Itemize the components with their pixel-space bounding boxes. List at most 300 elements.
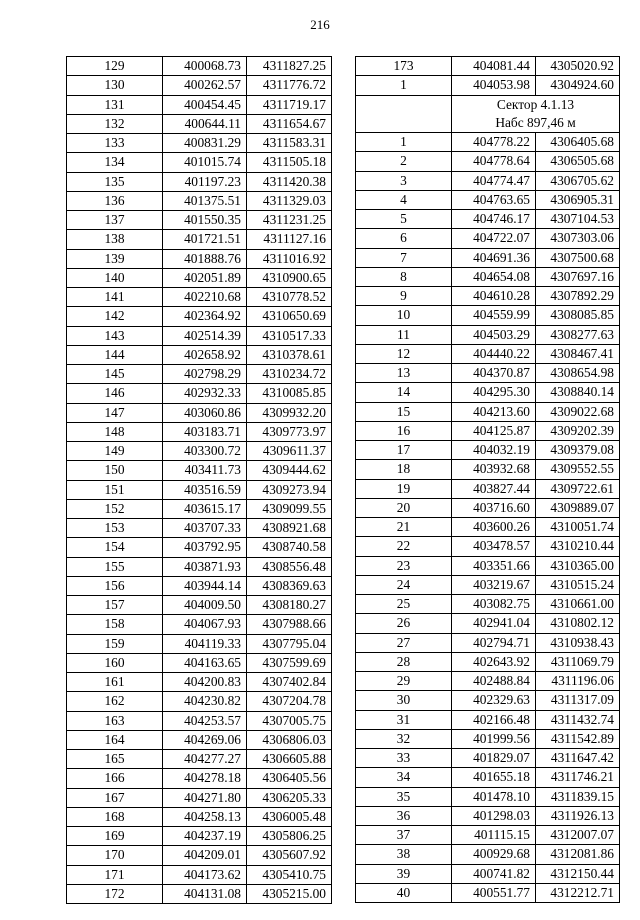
point-number: 142 [67,307,163,326]
point-number: 40 [356,883,452,902]
y-coordinate: 4304924.60 [536,76,620,95]
y-coordinate: 4311583.31 [247,134,332,153]
x-coordinate: 403716.60 [452,498,536,517]
table-row [356,479,620,498]
y-coordinate: 4309889.07 [536,498,620,517]
page-number: 216 [310,17,330,32]
y-coordinate: 4307402.84 [247,673,332,692]
point-number: 8 [356,267,452,286]
x-coordinate: 404237.19 [163,827,247,846]
x-coordinate: 404610.28 [452,287,536,306]
y-coordinate: 4311654.67 [247,114,332,133]
table-row [356,633,620,652]
x-coordinate: 403411.73 [163,461,247,480]
y-coordinate: 4308556.48 [247,557,332,576]
x-coordinate: 401888.76 [163,249,247,268]
y-coordinate: 4307500.68 [536,248,620,267]
coordinates-table-left [66,56,332,904]
x-coordinate: 404746.17 [452,210,536,229]
y-coordinate: 4306605.88 [247,750,332,769]
x-coordinate: 404277.27 [163,750,247,769]
x-coordinate: 404269.06 [163,730,247,749]
point-number: 171 [67,865,163,884]
table-row [67,95,332,114]
table-row [356,768,620,787]
table-row [67,326,332,345]
x-coordinate: 401298.03 [452,806,536,825]
point-number: 30 [356,691,452,710]
point-number: 21 [356,518,452,537]
table-row [356,383,620,402]
point-number: 168 [67,807,163,826]
table-row [356,556,620,575]
table-row [356,460,620,479]
point-number: 150 [67,461,163,480]
point-number: 16 [356,421,452,440]
table-row [67,76,332,95]
x-coordinate: 403932.68 [452,460,536,479]
y-coordinate: 4310802.12 [536,614,620,633]
point-number: 11 [356,325,452,344]
point-number: 172 [67,884,163,903]
y-coordinate: 4311746.21 [536,768,620,787]
table-row [356,210,620,229]
point-number: 165 [67,750,163,769]
x-coordinate: 404271.80 [163,788,247,807]
table-row [67,788,332,807]
table-row [67,711,332,730]
point-number: 157 [67,596,163,615]
x-coordinate: 404053.98 [452,76,536,95]
point-number: 10 [356,306,452,325]
x-coordinate: 404258.13 [163,807,247,826]
x-coordinate: 401721.51 [163,230,247,249]
x-coordinate: 402364.92 [163,307,247,326]
table-row [67,634,332,653]
point-number: 158 [67,615,163,634]
x-coordinate: 401478.10 [452,787,536,806]
y-coordinate: 4310234.72 [247,365,332,384]
y-coordinate: 4308921.68 [247,519,332,538]
x-coordinate: 402798.29 [163,365,247,384]
table-row [67,884,332,903]
y-coordinate: 4311317.09 [536,691,620,710]
y-coordinate: 4309273.94 [247,480,332,499]
table-row [356,845,620,864]
table-row [356,133,620,152]
table-row [356,190,620,209]
y-coordinate: 4310085.85 [247,384,332,403]
y-coordinate: 4311016.92 [247,249,332,268]
y-coordinate: 4311432.74 [536,710,620,729]
y-coordinate: 4307005.75 [247,711,332,730]
point-number: 12 [356,344,452,363]
y-coordinate: 4309932.20 [247,403,332,422]
point-number: 1 [356,133,452,152]
table-row [356,344,620,363]
table-row [67,153,332,172]
table-row [356,691,620,710]
x-coordinate: 404722.07 [452,229,536,248]
y-coordinate: 4310515.24 [536,575,620,594]
table-row [67,557,332,576]
y-coordinate: 4311647.42 [536,749,620,768]
point-number: 32 [356,729,452,748]
x-coordinate: 403827.44 [452,479,536,498]
y-coordinate: 4306905.31 [536,190,620,209]
point-number: 20 [356,498,452,517]
table-row [67,230,332,249]
table-row [67,692,332,711]
x-coordinate: 404503.29 [452,325,536,344]
table-row [356,614,620,633]
x-coordinate: 404032.19 [452,441,536,460]
point-number: 166 [67,769,163,788]
table-row [67,307,332,326]
point-number: 145 [67,365,163,384]
table-row [67,365,332,384]
x-coordinate: 403944.14 [163,576,247,595]
x-coordinate: 400831.29 [163,134,247,153]
y-coordinate: 4312081.86 [536,845,620,864]
y-coordinate: 4311127.16 [247,230,332,249]
point-number: 156 [67,576,163,595]
x-coordinate: 401115.15 [452,826,536,845]
x-coordinate: 403516.59 [163,480,247,499]
table-row [67,653,332,672]
y-coordinate: 4308180.27 [247,596,332,615]
table-row [356,402,620,421]
table-row [356,787,620,806]
x-coordinate: 400068.73 [163,57,247,76]
table-row [67,615,332,634]
table-row [67,345,332,364]
x-coordinate: 403792.95 [163,538,247,557]
x-coordinate: 404163.65 [163,653,247,672]
point-number: 39 [356,864,452,883]
point-number: 22 [356,537,452,556]
y-coordinate: 4308467.41 [536,344,620,363]
x-coordinate: 404778.22 [452,133,536,152]
table-row [356,57,620,76]
point-number: 14 [356,383,452,402]
point-number: 9 [356,287,452,306]
point-number: 140 [67,268,163,287]
point-number: 2 [356,152,452,171]
table-row [356,364,620,383]
y-coordinate: 4310365.00 [536,556,620,575]
y-coordinate: 4310778.52 [247,288,332,307]
point-number: 141 [67,288,163,307]
y-coordinate: 4305020.92 [536,57,620,76]
y-coordinate: 4311196.06 [536,672,620,691]
table-row [356,171,620,190]
y-coordinate: 4308654.98 [536,364,620,383]
x-coordinate: 401550.35 [163,211,247,230]
table-row [356,864,620,883]
table-row [356,652,620,671]
x-coordinate: 404081.44 [452,57,536,76]
point-number: 134 [67,153,163,172]
table-row [67,846,332,865]
table-row [356,729,620,748]
y-coordinate: 4306505.68 [536,152,620,171]
x-coordinate: 401015.74 [163,153,247,172]
y-coordinate: 4311719.17 [247,95,332,114]
y-coordinate: 4311420.38 [247,172,332,191]
y-coordinate: 4308840.14 [536,383,620,402]
table-row [67,730,332,749]
point-number: 155 [67,557,163,576]
table-row [356,248,620,267]
x-coordinate: 404763.65 [452,190,536,209]
y-coordinate: 4310900.65 [247,268,332,287]
point-number: 173 [356,57,452,76]
point-number: 26 [356,614,452,633]
x-coordinate: 401829.07 [452,749,536,768]
y-coordinate: 4307697.16 [536,267,620,286]
y-coordinate: 4306005.48 [247,807,332,826]
x-coordinate: 404230.82 [163,692,247,711]
x-coordinate: 403478.57 [452,537,536,556]
table-row [67,442,332,461]
x-coordinate: 404213.60 [452,402,536,421]
x-coordinate: 404067.93 [163,615,247,634]
y-coordinate: 4312007.07 [536,826,620,845]
table-row [67,480,332,499]
y-coordinate: 4306705.62 [536,171,620,190]
point-number: 27 [356,633,452,652]
table-row [67,288,332,307]
point-number: 38 [356,845,452,864]
point-number: 37 [356,826,452,845]
x-coordinate: 404778.64 [452,152,536,171]
point-number: 163 [67,711,163,730]
table-row [356,498,620,517]
y-coordinate: 4311231.25 [247,211,332,230]
x-coordinate: 402514.39 [163,326,247,345]
table-row [67,191,332,210]
y-coordinate: 4310051.74 [536,518,620,537]
y-coordinate: 4309202.39 [536,421,620,440]
point-number: 135 [67,172,163,191]
y-coordinate: 4310378.61 [247,345,332,364]
table-row [67,384,332,403]
x-coordinate: 404131.08 [163,884,247,903]
y-coordinate: 4311329.03 [247,191,332,210]
point-number: 18 [356,460,452,479]
point-number: 146 [67,384,163,403]
point-number: 19 [356,479,452,498]
y-coordinate: 4310210.44 [536,537,620,556]
table-row [67,403,332,422]
point-number: 1 [356,76,452,95]
table-row [67,499,332,518]
point-number: 164 [67,730,163,749]
y-coordinate: 4308085.85 [536,306,620,325]
point-number: 159 [67,634,163,653]
table-row [356,806,620,825]
x-coordinate: 404440.22 [452,344,536,363]
x-coordinate: 403183.71 [163,422,247,441]
table-row [67,461,332,480]
x-coordinate: 404774.47 [452,171,536,190]
x-coordinate: 403300.72 [163,442,247,461]
point-number: 133 [67,134,163,153]
point-number: 147 [67,403,163,422]
x-coordinate: 404173.62 [163,865,247,884]
y-coordinate: 4312150.44 [536,864,620,883]
table-row [67,673,332,692]
x-coordinate: 402329.63 [452,691,536,710]
table-row [67,422,332,441]
x-coordinate: 404119.33 [163,634,247,653]
x-coordinate: 402941.04 [452,614,536,633]
table-row [356,537,620,556]
y-coordinate: 4311827.25 [247,57,332,76]
x-coordinate: 401999.56 [452,729,536,748]
y-coordinate: 4307204.78 [247,692,332,711]
y-coordinate: 4309099.55 [247,499,332,518]
table-row [67,807,332,826]
point-number: 151 [67,480,163,499]
sector-title: Сектор 4.1.13 [452,95,620,114]
table-row [67,865,332,884]
point-number: 137 [67,211,163,230]
x-coordinate: 402051.89 [163,268,247,287]
x-coordinate: 402210.68 [163,288,247,307]
y-coordinate: 4305607.92 [247,846,332,865]
point-number: 5 [356,210,452,229]
x-coordinate: 404278.18 [163,769,247,788]
x-coordinate: 403707.33 [163,519,247,538]
table-row [356,749,620,768]
table-row [356,267,620,286]
x-coordinate: 404200.83 [163,673,247,692]
x-coordinate: 402794.71 [452,633,536,652]
table-row [356,306,620,325]
point-number: 130 [67,76,163,95]
sector-subtitle: Набс 897,46 м [452,114,620,133]
point-number: 4 [356,190,452,209]
y-coordinate: 4307303.06 [536,229,620,248]
point-number: 148 [67,422,163,441]
y-coordinate: 4305806.25 [247,827,332,846]
x-coordinate: 401655.18 [452,768,536,787]
table-row [356,229,620,248]
x-coordinate: 400551.77 [452,883,536,902]
y-coordinate: 4310517.33 [247,326,332,345]
y-coordinate: 4306806.03 [247,730,332,749]
table-row [356,826,620,845]
coordinates-table-right [355,56,620,903]
y-coordinate: 4309022.68 [536,402,620,421]
y-coordinate: 4309379.08 [536,441,620,460]
table-row [356,595,620,614]
table-row [67,519,332,538]
y-coordinate: 4305410.75 [247,865,332,884]
point-number: 138 [67,230,163,249]
table-row [67,114,332,133]
point-number: 31 [356,710,452,729]
point-number: 29 [356,672,452,691]
table-row [67,827,332,846]
x-coordinate: 404370.87 [452,364,536,383]
point-number: 152 [67,499,163,518]
table-row [356,575,620,594]
y-coordinate: 4311069.79 [536,652,620,671]
point-number: 7 [356,248,452,267]
y-coordinate: 4307988.66 [247,615,332,634]
point-number: 153 [67,519,163,538]
table-row [67,576,332,595]
x-coordinate: 403351.66 [452,556,536,575]
point-number: 136 [67,191,163,210]
point-number: 162 [67,692,163,711]
table-row [67,538,332,557]
x-coordinate: 400454.45 [163,95,247,114]
x-coordinate: 403871.93 [163,557,247,576]
x-coordinate: 402488.84 [452,672,536,691]
x-coordinate: 403600.26 [452,518,536,537]
point-number: 132 [67,114,163,133]
table-row [356,421,620,440]
x-coordinate: 404691.36 [452,248,536,267]
x-coordinate: 404559.99 [452,306,536,325]
y-coordinate: 4306205.33 [247,788,332,807]
table-row [67,596,332,615]
point-number: 17 [356,441,452,460]
x-coordinate: 401197.23 [163,172,247,191]
point-number: 23 [356,556,452,575]
point-number: 25 [356,595,452,614]
y-coordinate: 4308740.58 [247,538,332,557]
y-coordinate: 4311776.72 [247,76,332,95]
point-number: 129 [67,57,163,76]
y-coordinate: 4307795.04 [247,634,332,653]
y-coordinate: 4307599.69 [247,653,332,672]
x-coordinate: 404253.57 [163,711,247,730]
table-row [67,134,332,153]
x-coordinate: 403060.86 [163,403,247,422]
point-number: 154 [67,538,163,557]
x-coordinate: 403082.75 [452,595,536,614]
y-coordinate: 4311926.13 [536,806,620,825]
point-number: 170 [67,846,163,865]
table-row [356,76,620,95]
table-row [67,211,332,230]
y-coordinate: 4305215.00 [247,884,332,903]
table-row [67,769,332,788]
table-row [356,710,620,729]
y-coordinate: 4309552.55 [536,460,620,479]
y-coordinate: 4308277.63 [536,325,620,344]
y-coordinate: 4310938.43 [536,633,620,652]
x-coordinate: 402166.48 [452,710,536,729]
table-row [356,883,620,902]
y-coordinate: 4311505.18 [247,153,332,172]
x-coordinate: 400741.82 [452,864,536,883]
table-row [356,518,620,537]
point-number: 15 [356,402,452,421]
x-coordinate: 404654.08 [452,267,536,286]
point-number: 131 [67,95,163,114]
point-number: 3 [356,171,452,190]
table-row [356,152,620,171]
table-row [67,268,332,287]
y-coordinate: 4306405.68 [536,133,620,152]
x-coordinate: 400644.11 [163,114,247,133]
